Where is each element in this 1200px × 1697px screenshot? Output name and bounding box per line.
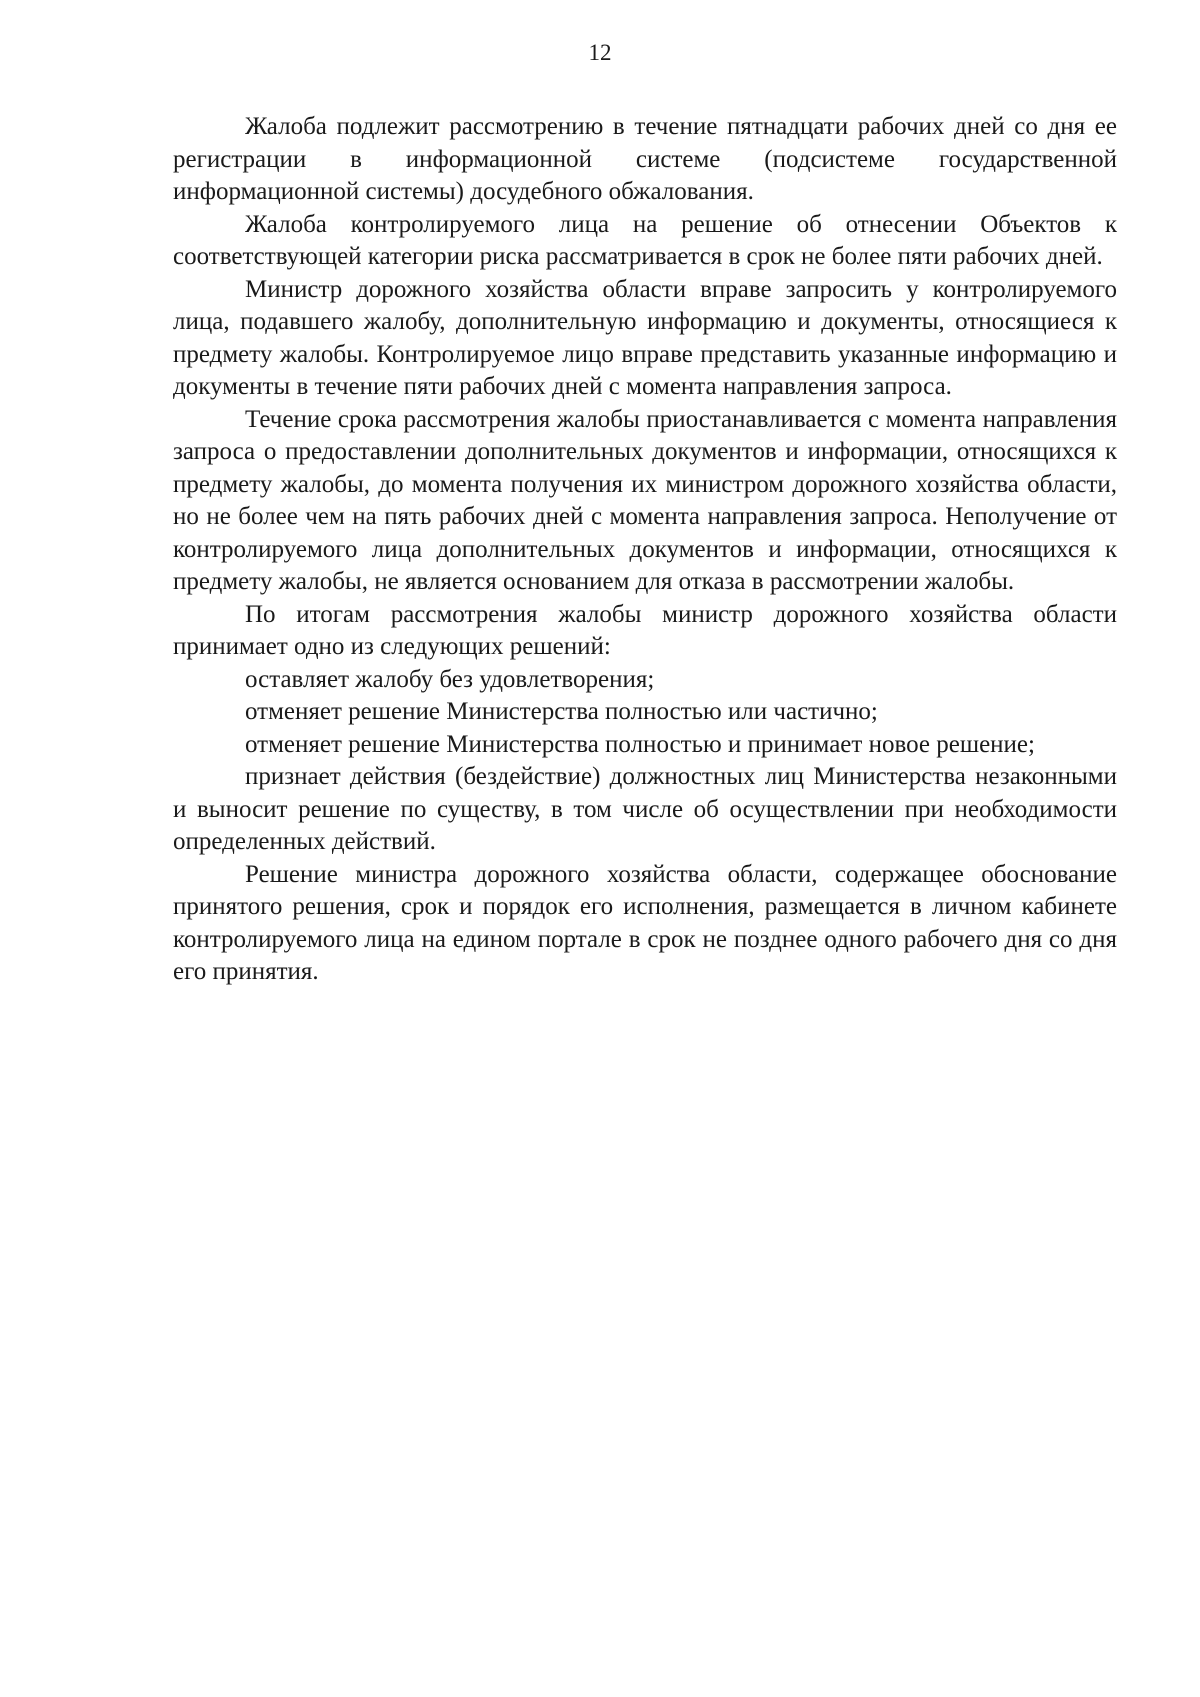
document-body [173,111,1117,989]
paragraph-risk-category-complaint: Жалоба контролируемого лица на решение об отнесении Объектов к соответствующей категории риска рассматривается в срок не более пяти рабочих дней. [173,210,1117,270]
paragraph-complaint-review-period: Жалоба подлежит рассмотрению в течение пятнадцати рабочих дней со дня ее регистрации в информационной системе (подсистеме государственной информационной системы) досудебного обжалования. [173,113,1117,205]
list-item-decision-3: отменяет решение Министерства полностью и принимает новое решение; [245,730,1035,758]
paragraph-decision-publication: Решение министра дорожного хозяйства области, содержащее обоснование принятого решения, срок и порядок его исполнения, размещается в личном кабинете контролируемого лица на едином портале в срок не позднее одного рабочего дня со дня его принятия. [173,860,1117,985]
page-number: 12 [588,40,612,65]
paragraph-additional-information-request: Министр дорожного хозяйства области вправе запросить у контролируемого лица, подавшего жалобу, дополнительную информацию и документы, относящиеся к предмету жалобы. Контролируемое лицо вправе представить указанные информацию и документы в течение пяти рабочих дней с момента направления запроса. [173,275,1117,400]
list-item-decision-1: оставляет жалобу без удовлетворения; [245,665,655,693]
paragraph-review-outcome-intro: По итогам рассмотрения жалобы министр дорожного хозяйства области принимает одно из следующих решений: [173,600,1117,660]
list-item-decision-4: признает действия (бездействие) должностных лиц Министерства незаконными и выносит решение по существу, в том числе об осуществлении при необходимости определенных действий. [173,763,1117,855]
paragraph-review-suspension: Течение срока рассмотрения жалобы приостанавливается с момента направления запроса о предоставлении дополнительных документов и информации, относящихся к предмету жалобы, до момента получения их министром дорожного хозяйства области, но не более чем на пять рабочих дней с момента направления запроса. Неполучение от контролируемого лица дополнительных документов и информации, относящихся к предмету жалобы, не является основанием для отказа в рассмотрении жалобы. [173,405,1117,595]
list-item-decision-2: отменяет решение Министерства полностью или частично; [245,698,878,725]
